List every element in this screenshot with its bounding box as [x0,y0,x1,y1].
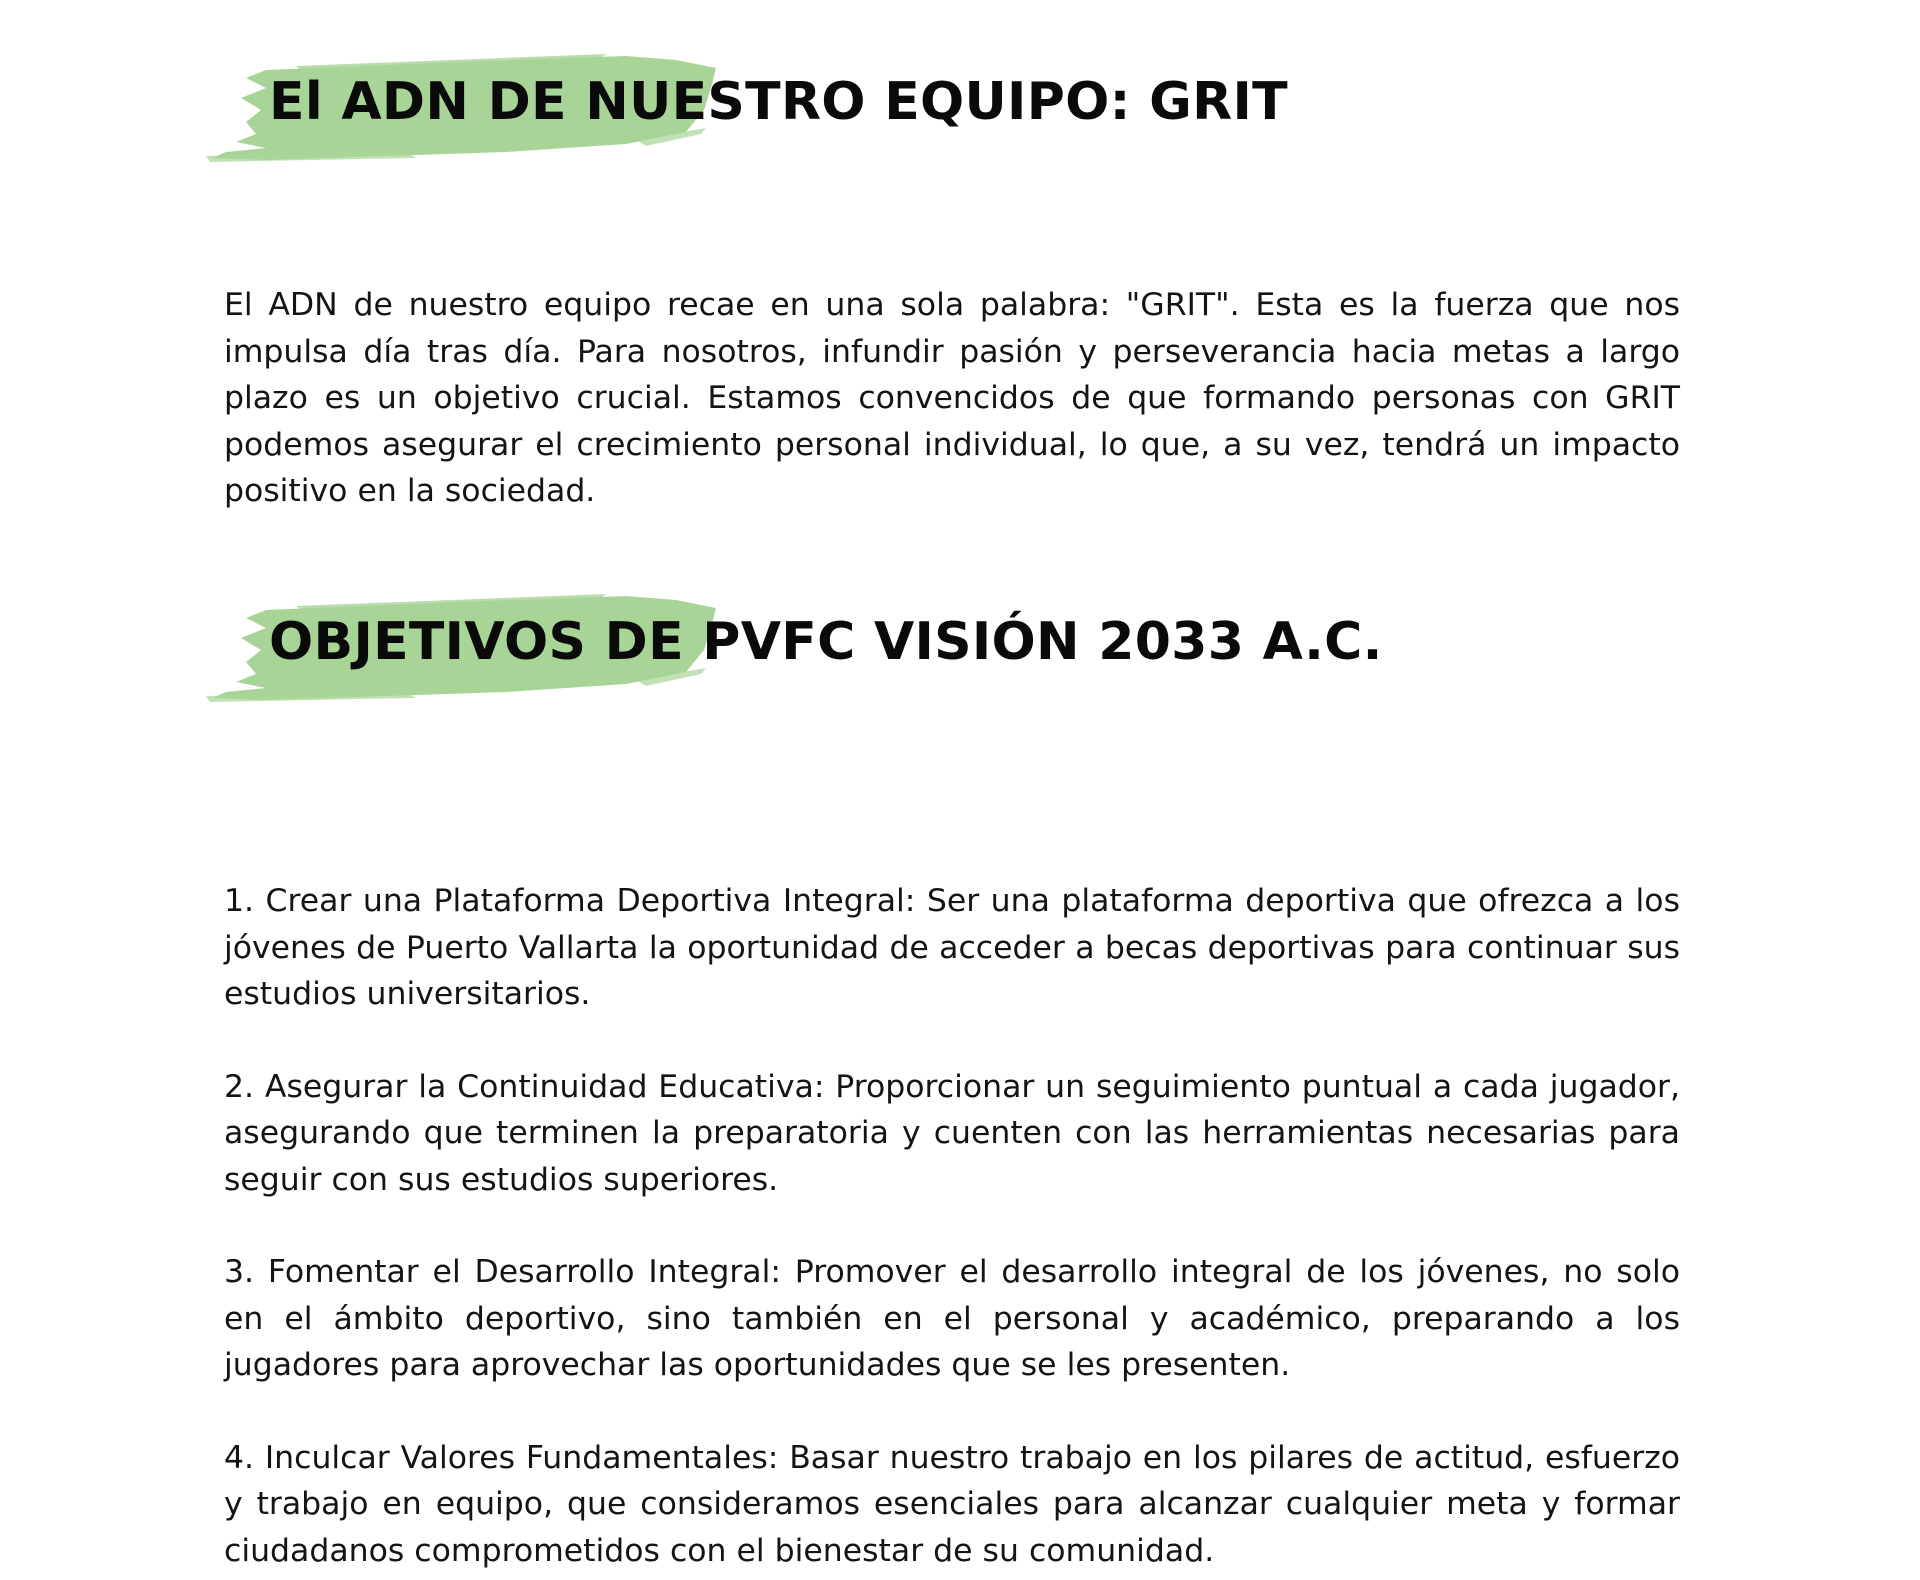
objective-item: 1. Crear una Plataforma Deportiva Integral: Ser una plataforma deportiva que ofrezca a los jóvenes de Puerto Vallarta la oportunidad de acceder a becas deportivas para continuar sus estudios universitarios. [224,883,1680,1012]
objectives-list [224,878,1680,1574]
objective-item: 4. Inculcar Valores Fundamentales: Basar nuestro trabajo en los pilares de actitud, esfuerzo y trabajo en equipo, que consideramos esenciales para alcanzar cualquier meta y formar ciudadanos comprometidos con el bienestar de su comunidad. [224,1439,1680,1569]
objective-item: 3. Fomentar el Desarrollo Integral: Promover el desarrollo integral de los jóvenes, no solo en el ámbito deportivo, sino también en el personal y académico, preparando a los jugadores para aprovechar las oportunidades que se les presenten. [224,1254,1680,1383]
objective-item: 2. Asegurar la Continuidad Educativa: Proporcionar un seguimiento puntual a cada jugador, asegurando que terminen la preparatoria y cuenten con las herramientas necesarias para seguir con sus estudios superiores. [224,1068,1680,1198]
objectives-heading-block [224,588,1680,708]
grit-paragraph: El ADN de nuestro equipo recae en una sola palabra: "GRIT". Esta es la fuerza que nos impulsa día tras día. Para nosotros, infundir pasión y perseverancia hacia metas a largo plazo es un objetivo crucial. Estamos convencidos de que formando personas con GRIT podemos asegurar el crecimiento personal individual, lo que, a su vez, tendrá un impacto positivo en la sociedad. [224,287,1680,509]
grit-heading-block [224,48,1680,168]
grit-section [224,48,1680,515]
objectives-section [224,588,1680,1574]
grit-title: El ADN DE NUESTRO EQUIPO: GRIT [269,72,1288,132]
objectives-title: OBJETIVOS DE PVFC VISIÓN 2033 A.C. [269,612,1383,672]
